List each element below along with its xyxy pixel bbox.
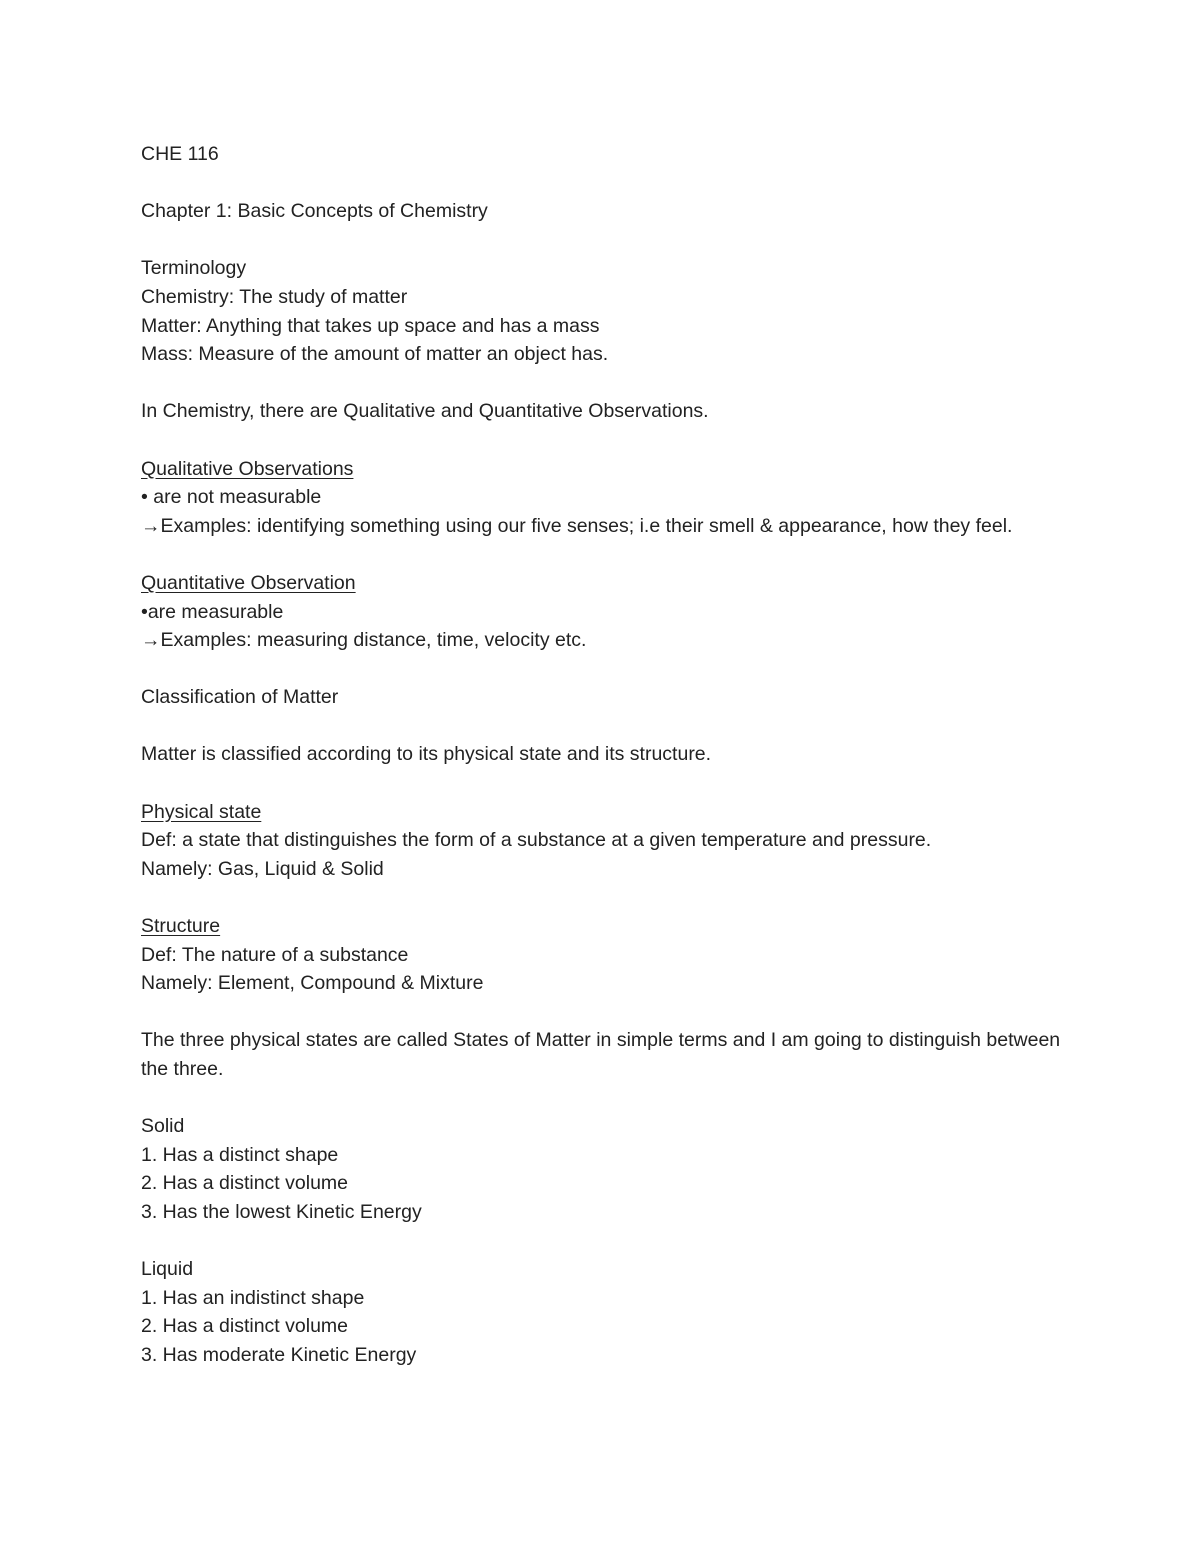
structure-heading: Structure xyxy=(141,915,221,938)
structure-def: Def: The nature of a substance xyxy=(141,943,409,966)
solid-item: 2. Has a distinct volume xyxy=(141,1172,349,1195)
qualitative-bullet: • are not measurable xyxy=(141,486,322,509)
states-intro: The three physical states are called States of Matter in simple terms and I am going to distinguish between the three. xyxy=(141,1029,1066,1080)
terminology-heading: Terminology xyxy=(141,257,247,280)
spacer xyxy=(141,1227,1071,1256)
spacer xyxy=(141,1084,1071,1113)
terminology-item: Matter: Anything that takes up space and has a mass xyxy=(141,314,600,337)
solid-item: 1. Has a distinct shape xyxy=(141,1143,339,1166)
observations-intro: In Chemistry, there are Qualitative and Quantitative Observations. xyxy=(141,400,709,423)
spacer xyxy=(141,998,1071,1027)
physical-state-heading: Physical state xyxy=(141,800,262,823)
spacer xyxy=(141,883,1071,912)
spacer xyxy=(141,426,1071,455)
terminology-item: Chemistry: The study of matter xyxy=(141,285,408,308)
liquid-item: 3. Has moderate Kinetic Energy xyxy=(141,1343,417,1366)
quantitative-bullet: •are measurable xyxy=(141,600,284,623)
liquid-item: 1. Has an indistinct shape xyxy=(141,1286,365,1309)
classification-intro: Matter is classified according to its physical state and its structure. xyxy=(141,743,712,766)
qualitative-heading: Qualitative Observations xyxy=(141,457,354,480)
spacer xyxy=(141,769,1071,798)
spacer xyxy=(141,226,1071,255)
document-body xyxy=(141,140,1071,1370)
spacer xyxy=(141,540,1071,569)
solid-heading: Solid xyxy=(141,1115,185,1138)
structure-namely: Namely: Element, Compound & Mixture xyxy=(141,972,484,995)
chapter-title: Chapter 1: Basic Concepts of Chemistry xyxy=(141,200,488,223)
quantitative-example: →Examples: measuring distance, time, velocity etc. xyxy=(141,629,587,652)
course-code: CHE 116 xyxy=(141,143,219,165)
qualitative-example: →Examples: identifying something using our five senses; i.e their smell & appearance, how they feel. xyxy=(141,514,1013,537)
spacer xyxy=(141,369,1071,398)
liquid-heading: Liquid xyxy=(141,1258,194,1281)
spacer xyxy=(141,655,1071,684)
classification-heading: Classification of Matter xyxy=(141,686,339,709)
terminology-item: Mass: Measure of the amount of matter an object has. xyxy=(141,343,609,366)
quantitative-heading: Quantitative Observation xyxy=(141,571,356,594)
spacer xyxy=(141,169,1071,198)
physical-state-namely: Namely: Gas, Liquid & Solid xyxy=(141,857,384,880)
spacer xyxy=(141,712,1071,741)
liquid-item: 2. Has a distinct volume xyxy=(141,1315,349,1338)
solid-item: 3. Has the lowest Kinetic Energy xyxy=(141,1200,422,1223)
physical-state-def: Def: a state that distinguishes the form of a substance at a given temperature and pressure. xyxy=(141,829,932,852)
